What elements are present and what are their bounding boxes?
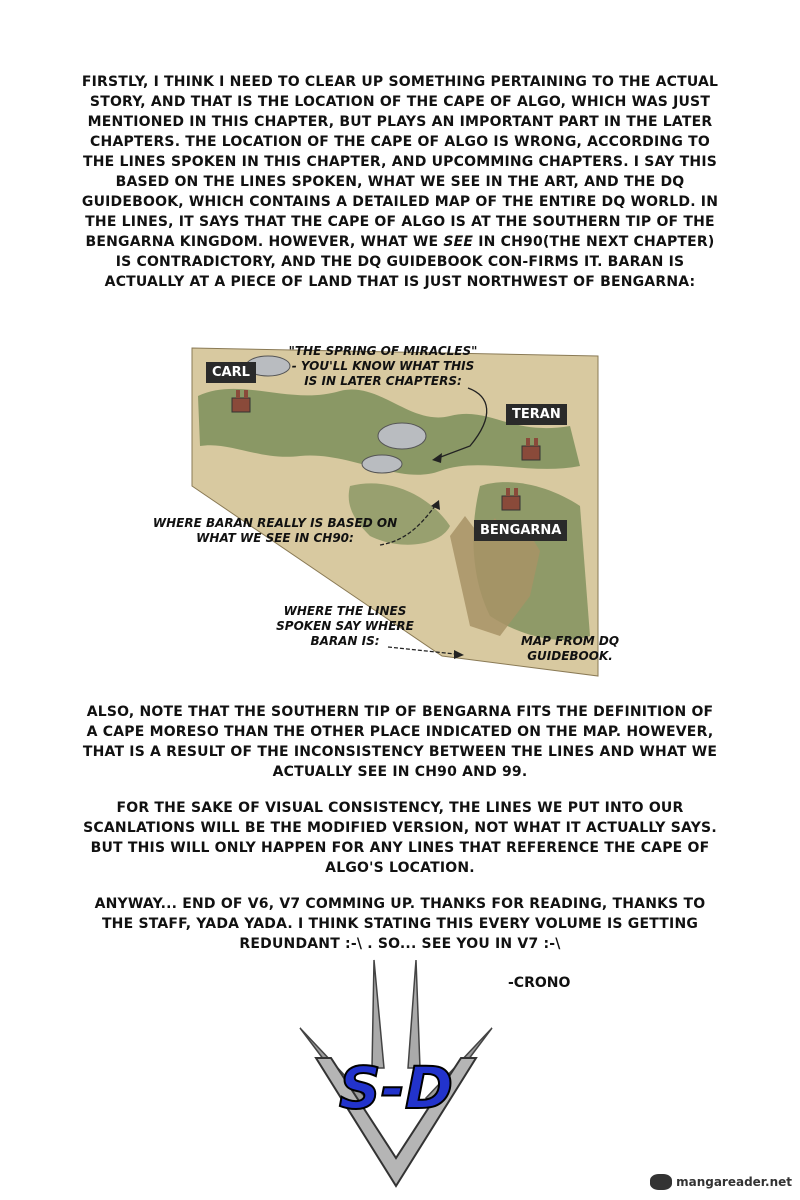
map-figure (150, 336, 650, 686)
annotation-baran-real: WHERE BARAN REALLY IS BASED ON WHAT WE SEE IN CH90: (152, 516, 398, 545)
map-label-carl: CARL (206, 362, 256, 383)
watermark (650, 1174, 792, 1190)
group-logo (296, 958, 496, 1188)
watermark-text: mangareader.net (676, 1175, 792, 1189)
intro-paragraph (80, 72, 720, 292)
map-label-bengarna: BENGARNA (474, 520, 567, 541)
annotation-map-source: MAP FROM DQ GUIDEBOOK. (520, 634, 620, 663)
annotation-spring: "THE SPRING OF MIRACLES" - YOU'LL KNOW WHAT THIS IS IN LATER CHAPTERS: (288, 344, 478, 388)
logo-spike-center-left (372, 960, 384, 1068)
annotation-baran-lines: WHERE THE LINES SPOKEN SAY WHERE BARAN IS: (276, 604, 414, 648)
map-lake-west (362, 455, 402, 473)
map-label-teran: TERAN (506, 404, 567, 425)
logo-letters: S-D (339, 1054, 453, 1122)
closing-paragraph: ANYWAY... END OF V6, V7 COMMING UP. THANKS FOR READING, THANKS TO THE STAFF, YADA YADA. I THINK STATING THIS EVERY VOLUME IS GETTING REDUNDANT :-\ . SO... SEE YOU IN V7 :-\ (94, 896, 706, 952)
watermark-logo-icon (650, 1174, 672, 1190)
intro-text-part-1: FIRSTLY, I THINK I NEED TO CLEAR UP SOMETHING PERTAINING TO THE ACTUAL STORY, AND THAT IS THE LOCATION OF THE CAPE OF ALGO, WHICH WAS JUST MENTIONED IN THIS CHAPTER, BUT PLAYS AN IMPORTANT PART IN THE LATER CHAPTERS. THE LOCATION OF THE CAPE OF ALGO IS WRONG, ACCORDING TO THE LINES SPOKEN IN THIS CHAPTER, AND UPCOMMING CHAPTERS. I SAY THIS BASED ON THE LINES SPOKEN, WHAT WE SEE IN THE ART, AND THE DQ GUIDEBOOK, WHICH CONTAINS A DETAILED MAP OF THE ENTIRE DQ WORLD. IN THE LINES, IT SAYS THAT THE CAPE OF ALGO IS AT THE SOUTHERN TIP OF THE BENGARNA KINGDOM. HOWEVER, WHAT WE (81, 74, 719, 250)
intro-emphasis: SEE (443, 234, 474, 250)
intro-text-part-2: IN CH90(THE NEXT CHAPTER) IS CONTRADICTORY, AND THE DQ GUIDEBOOK CON-FIRMS IT. BARAN IS ACTUALLY AT A PIECE OF LAND THAT IS JUST NORTHWEST OF BENGARNA: (104, 234, 715, 290)
map-lake-spring (378, 423, 426, 449)
cape-note-paragraph: ALSO, NOTE THAT THE SOUTHERN TIP OF BENGARNA FITS THE DEFINITION OF A CAPE MORESO THAN THE OTHER PLACE INDICATED ON THE MAP. HOWEVER, THAT IS A RESULT OF THE INCONSISTENCY BETWEEN THE LINES AND WHAT WE ACTUALLY SEE IN CH90 AND 99. (82, 704, 718, 780)
consistency-paragraph: FOR THE SAKE OF VISUAL CONSISTENCY, THE LINES WE PUT INTO OUR SCANLATIONS WILL BE THE MODIFIED VERSION, NOT WHAT IT ACTUALLY SAYS. BUT THIS WILL ONLY HAPPEN FOR ANY LINES THAT REFERENCE THE CAPE OF ALGO'S LOCATION. (83, 800, 717, 876)
signature: -CRONO (508, 975, 571, 991)
logo-spike-center-right (408, 960, 420, 1068)
